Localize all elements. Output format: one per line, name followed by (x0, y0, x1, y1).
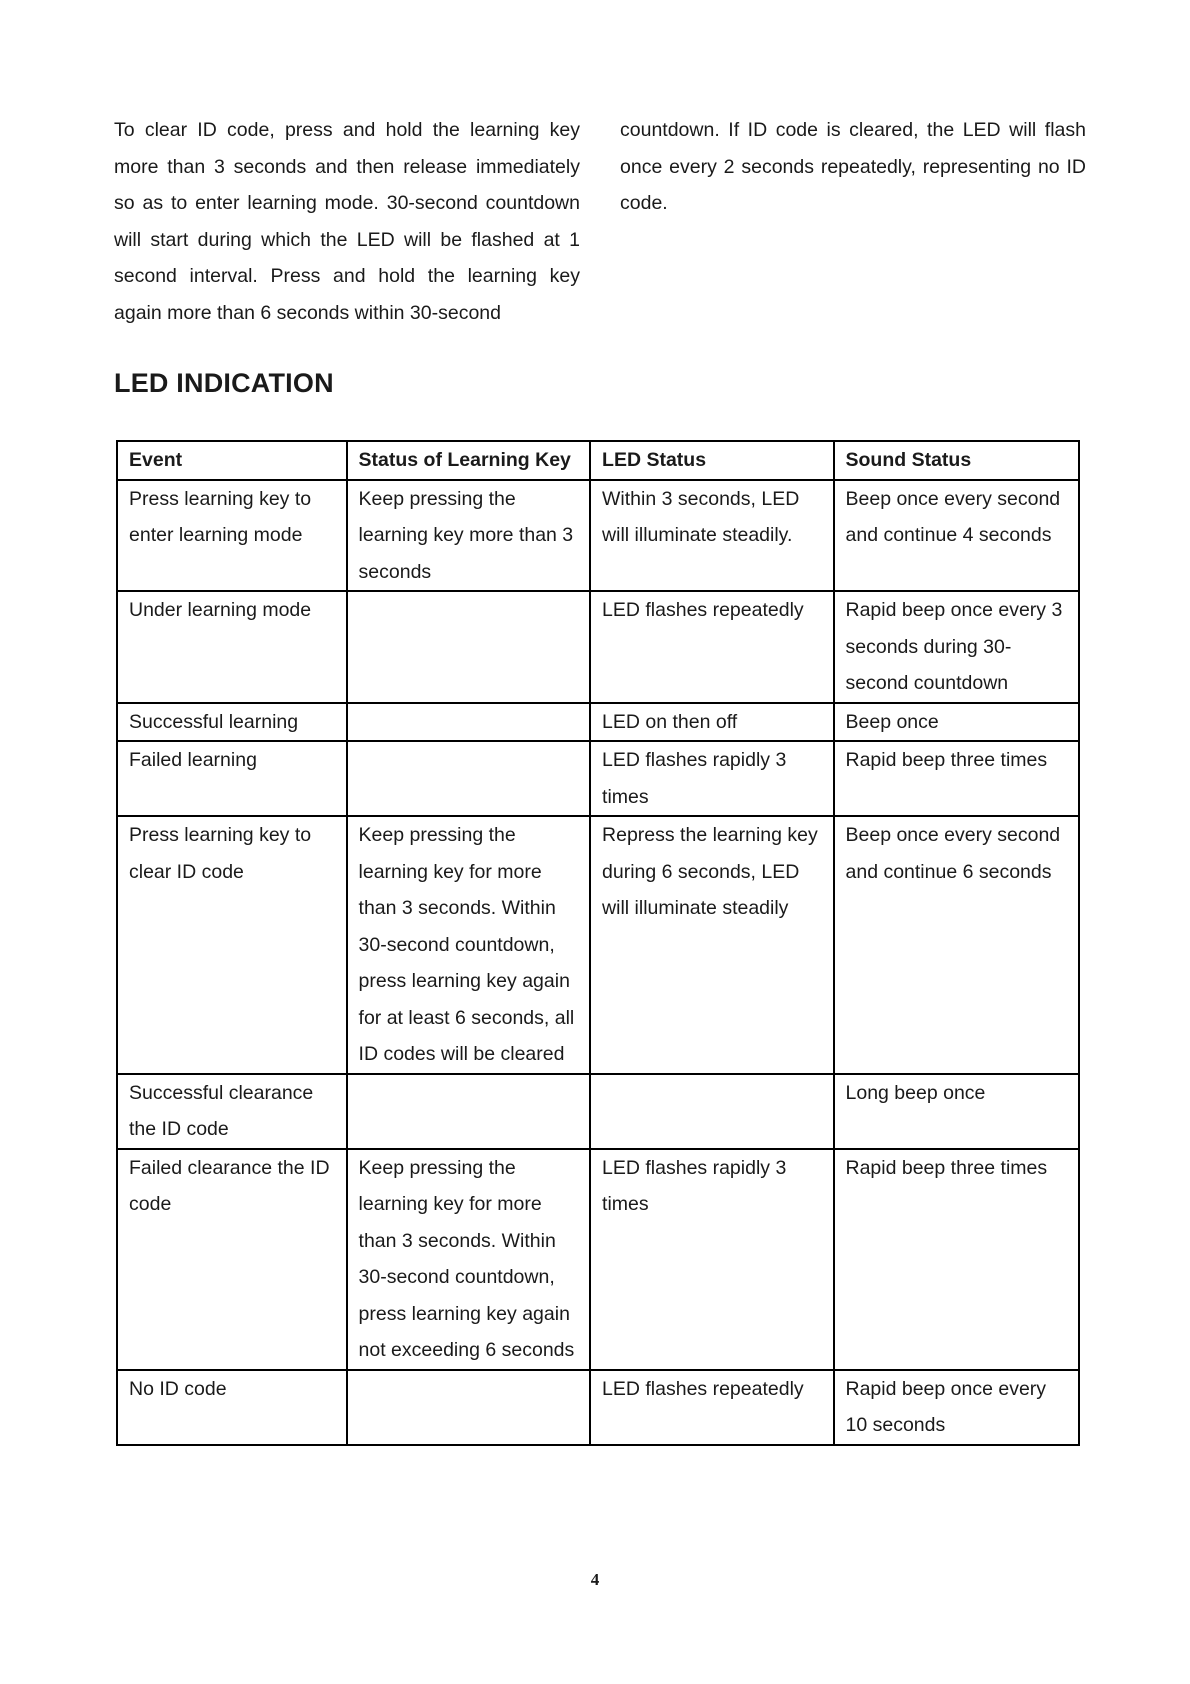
cell-learning-key-status (347, 741, 591, 816)
cell-event: Failed clearance the ID code (117, 1149, 347, 1370)
cell-led-status: LED on then off (590, 703, 833, 742)
cell-learning-key-status: Keep pressing the learning key more than 3 seconds (347, 480, 591, 592)
table-row (117, 816, 1079, 1074)
header-led-status: LED Status (590, 441, 833, 480)
cell-event: Under learning mode (117, 591, 347, 703)
cell-sound-status: Long beep once (834, 1074, 1080, 1149)
table-row (117, 480, 1079, 592)
intro-left-column (114, 112, 580, 331)
cell-sound-status: Beep once every second and continue 4 seconds (834, 480, 1080, 592)
cell-sound-status: Rapid beep three times (834, 1149, 1080, 1370)
cell-learning-key-status (347, 1370, 591, 1445)
intro-paragraph-right: countdown. If ID code is cleared, the LED will flash once every 2 seconds repeatedly, representing no ID code. (620, 119, 1086, 214)
cell-event: Successful learning (117, 703, 347, 742)
intro-paragraph-left: To clear ID code, press and hold the learning key more than 3 seconds and then release immediately so as to enter learning mode. 30-second countdown will start during which the LED will be flashed at 1 second interval. Press and hold the learning key again more than 6 seconds within 30-second (114, 119, 580, 324)
cell-learning-key-status: Keep pressing the learning key for more than 3 seconds. Within 30-second countdown, press learning key again not exceeding 6 seconds (347, 1149, 591, 1370)
cell-event: Press learning key to clear ID code (117, 816, 347, 1074)
cell-learning-key-status (347, 591, 591, 703)
table-header-row (117, 441, 1079, 480)
table-row (117, 591, 1079, 703)
cell-sound-status: Beep once (834, 703, 1080, 742)
cell-sound-status: Beep once every second and continue 6 seconds (834, 816, 1080, 1074)
cell-sound-status: Rapid beep once every 3 seconds during 30-second countdown (834, 591, 1080, 703)
cell-event: No ID code (117, 1370, 347, 1445)
intro-right-column (620, 112, 1086, 222)
table-row (117, 1149, 1079, 1370)
cell-learning-key-status: Keep pressing the learning key for more than 3 seconds. Within 30-second countdown, press learning key again for at least 6 seconds, all ID codes will be cleared (347, 816, 591, 1074)
header-event: Event (117, 441, 347, 480)
cell-led-status: LED flashes repeatedly (590, 591, 833, 703)
cell-event: Successful clearance the ID code (117, 1074, 347, 1149)
section-title: LED INDICATION (114, 368, 334, 398)
led-indication-table (116, 440, 1080, 1446)
cell-learning-key-status (347, 1074, 591, 1149)
table-row (117, 1370, 1079, 1445)
cell-sound-status: Rapid beep three times (834, 741, 1080, 816)
cell-led-status: LED flashes rapidly 3 times (590, 741, 833, 816)
cell-led-status: LED flashes repeatedly (590, 1370, 833, 1445)
page-number: 4 (590, 1570, 600, 1589)
header-learning-key-status: Status of Learning Key (347, 441, 591, 480)
cell-event: Press learning key to enter learning mode (117, 480, 347, 592)
cell-led-status: Repress the learning key during 6 seconds, LED will illuminate steadily (590, 816, 833, 1074)
cell-led-status: Within 3 seconds, LED will illuminate steadily. (590, 480, 833, 592)
header-sound-status: Sound Status (834, 441, 1080, 480)
table-row (117, 1074, 1079, 1149)
cell-event: Failed learning (117, 741, 347, 816)
table-row (117, 741, 1079, 816)
cell-sound-status: Rapid beep once every 10 seconds (834, 1370, 1080, 1445)
cell-led-status: LED flashes rapidly 3 times (590, 1149, 833, 1370)
cell-learning-key-status (347, 703, 591, 742)
cell-led-status (590, 1074, 833, 1149)
table-row (117, 703, 1079, 742)
